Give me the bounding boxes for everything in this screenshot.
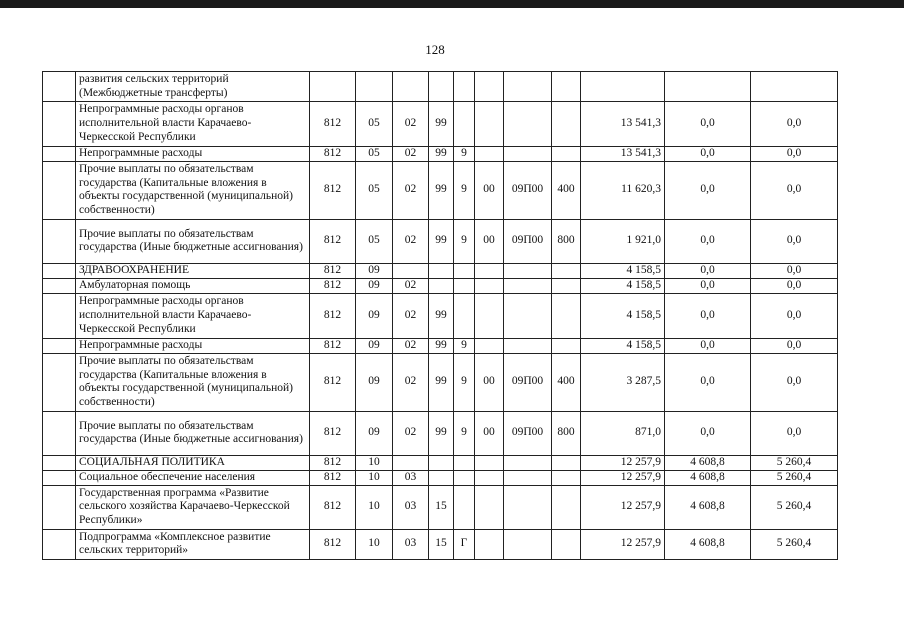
section-code-cell: 05 [356, 219, 393, 263]
row-name-cell: Социальное обеспечение населения [76, 470, 310, 485]
subsection-code-cell [393, 263, 429, 278]
program-code-cell: 99 [429, 353, 454, 411]
program-code-cell [429, 278, 454, 293]
ministry-code-cell [310, 72, 356, 102]
program-code-cell: 99 [429, 411, 454, 455]
subsection-code-cell: 02 [393, 353, 429, 411]
ministry-code-cell: 812 [310, 455, 356, 470]
amount-year3-cell: 0,0 [751, 293, 838, 338]
subprogram-code-cell: Г [454, 529, 475, 559]
amount-year2-cell: 0,0 [665, 263, 751, 278]
row-index-cell [43, 485, 76, 529]
amount-year3-cell: 0,0 [751, 147, 838, 162]
table-row [43, 72, 838, 102]
table-row [43, 485, 838, 529]
expense-type-cell [552, 529, 581, 559]
amount-year3-cell: 0,0 [751, 161, 838, 219]
direction-code-cell: 00 [475, 219, 504, 263]
section-code-cell: 10 [356, 485, 393, 529]
row-index-cell [43, 263, 76, 278]
program-code-cell: 99 [429, 293, 454, 338]
ministry-code-cell: 812 [310, 102, 356, 147]
amount-year1-cell: 12 257,9 [581, 485, 665, 529]
direction-code-cell [475, 485, 504, 529]
row-name-cell: Прочие выплаты по обязательствам государства (Иные бюджетные ассигнования) [76, 219, 310, 263]
table-row [43, 161, 838, 219]
page-number: 128 [425, 42, 445, 57]
amount-year3-cell: 5 260,4 [751, 485, 838, 529]
row-name-cell: Прочие выплаты по обязательствам государства (Иные бюджетные ассигнования) [76, 411, 310, 455]
amount-year3-cell: 0,0 [751, 411, 838, 455]
program-code-cell: 99 [429, 147, 454, 162]
expense-code-cell: 09П00 [504, 411, 552, 455]
subsection-code-cell: 02 [393, 161, 429, 219]
ministry-code-cell: 812 [310, 485, 356, 529]
expense-type-cell [552, 485, 581, 529]
row-index-cell [43, 219, 76, 263]
row-name-cell: Непрограммные расходы [76, 338, 310, 353]
direction-code-cell [475, 263, 504, 278]
amount-year1-cell: 4 158,5 [581, 263, 665, 278]
subsection-code-cell: 02 [393, 102, 429, 147]
row-index-cell [43, 338, 76, 353]
ministry-code-cell: 812 [310, 411, 356, 455]
direction-code-cell [475, 72, 504, 102]
amount-year3-cell: 0,0 [751, 102, 838, 147]
section-code-cell: 09 [356, 353, 393, 411]
subprogram-code-cell [454, 293, 475, 338]
subprogram-code-cell: 9 [454, 353, 475, 411]
expense-type-cell [552, 470, 581, 485]
row-index-cell [43, 411, 76, 455]
table-row [43, 219, 838, 263]
amount-year2-cell: 0,0 [665, 411, 751, 455]
table-row [43, 455, 838, 470]
row-index-cell [43, 529, 76, 559]
amount-year2-cell: 0,0 [665, 102, 751, 147]
section-code-cell: 09 [356, 263, 393, 278]
expense-code-cell [504, 338, 552, 353]
table-row [43, 278, 838, 293]
expense-type-cell [552, 102, 581, 147]
amount-year2-cell: 0,0 [665, 338, 751, 353]
subprogram-code-cell: 9 [454, 338, 475, 353]
expense-type-cell [552, 278, 581, 293]
amount-year1-cell: 12 257,9 [581, 470, 665, 485]
amount-year3-cell: 0,0 [751, 219, 838, 263]
row-name-cell: Подпрограмма «Комплексное развитие сельских территорий» [76, 529, 310, 559]
row-name-cell: Амбулаторная помощь [76, 278, 310, 293]
row-name-cell: СОЦИАЛЬНАЯ ПОЛИТИКА [76, 455, 310, 470]
expense-code-cell [504, 485, 552, 529]
amount-year3-cell: 5 260,4 [751, 470, 838, 485]
direction-code-cell [475, 147, 504, 162]
subprogram-code-cell [454, 278, 475, 293]
section-code-cell: 05 [356, 161, 393, 219]
subprogram-code-cell [454, 72, 475, 102]
expense-code-cell: 09П00 [504, 219, 552, 263]
table-row [43, 147, 838, 162]
direction-code-cell [475, 293, 504, 338]
program-code-cell [429, 470, 454, 485]
table-row [43, 102, 838, 147]
amount-year2-cell: 0,0 [665, 219, 751, 263]
subprogram-code-cell [454, 263, 475, 278]
program-code-cell [429, 72, 454, 102]
direction-code-cell: 00 [475, 353, 504, 411]
expense-code-cell [504, 72, 552, 102]
expense-code-cell [504, 147, 552, 162]
subprogram-code-cell: 9 [454, 219, 475, 263]
ministry-code-cell: 812 [310, 353, 356, 411]
table-row [43, 470, 838, 485]
row-name-cell: ЗДРАВООХРАНЕНИЕ [76, 263, 310, 278]
row-index-cell [43, 455, 76, 470]
row-name-cell: Прочие выплаты по обязательствам государства (Капитальные вложения в объекты государственной (муниципальной) собственности) [76, 161, 310, 219]
amount-year1-cell: 4 158,5 [581, 338, 665, 353]
subsection-code-cell: 02 [393, 147, 429, 162]
subsection-code-cell: 02 [393, 219, 429, 263]
table-row [43, 529, 838, 559]
table-row [43, 353, 838, 411]
row-index-cell [43, 161, 76, 219]
expense-code-cell [504, 529, 552, 559]
amount-year2-cell: 0,0 [665, 147, 751, 162]
direction-code-cell [475, 455, 504, 470]
subsection-code-cell [393, 72, 429, 102]
subsection-code-cell: 02 [393, 411, 429, 455]
subprogram-code-cell [454, 470, 475, 485]
program-code-cell: 99 [429, 338, 454, 353]
expense-type-cell [552, 72, 581, 102]
program-code-cell: 15 [429, 485, 454, 529]
direction-code-cell [475, 338, 504, 353]
subsection-code-cell: 02 [393, 278, 429, 293]
row-name-cell: Непрограммные расходы органов исполнительной власти Карачаево-Черкесской Республики [76, 293, 310, 338]
amount-year2-cell: 0,0 [665, 293, 751, 338]
section-code-cell: 10 [356, 455, 393, 470]
scan-top-border [0, 0, 904, 8]
amount-year2-cell: 4 608,8 [665, 529, 751, 559]
row-index-cell [43, 147, 76, 162]
amount-year1-cell: 871,0 [581, 411, 665, 455]
table-row [43, 293, 838, 338]
amount-year1-cell: 3 287,5 [581, 353, 665, 411]
direction-code-cell: 00 [475, 411, 504, 455]
amount-year1-cell: 13 541,3 [581, 147, 665, 162]
expense-type-cell [552, 263, 581, 278]
ministry-code-cell: 812 [310, 278, 356, 293]
ministry-code-cell: 812 [310, 470, 356, 485]
row-name-cell: развития сельских территорий (Межбюджетные трансферты) [76, 72, 310, 102]
amount-year2-cell: 4 608,8 [665, 470, 751, 485]
table-row [43, 338, 838, 353]
row-name-cell: Непрограммные расходы органов исполнительной власти Карачаево-Черкесской Республики [76, 102, 310, 147]
table-row [43, 263, 838, 278]
expense-code-cell [504, 470, 552, 485]
expense-code-cell [504, 263, 552, 278]
expense-code-cell: 09П00 [504, 353, 552, 411]
subsection-code-cell: 03 [393, 485, 429, 529]
program-code-cell: 99 [429, 102, 454, 147]
section-code-cell: 09 [356, 278, 393, 293]
amount-year2-cell: 4 608,8 [665, 485, 751, 529]
amount-year1-cell: 12 257,9 [581, 529, 665, 559]
expense-code-cell [504, 293, 552, 338]
subprogram-code-cell [454, 485, 475, 529]
amount-year1-cell: 12 257,9 [581, 455, 665, 470]
section-code-cell: 05 [356, 147, 393, 162]
direction-code-cell [475, 529, 504, 559]
ministry-code-cell: 812 [310, 293, 356, 338]
expense-type-cell [552, 338, 581, 353]
amount-year3-cell: 0,0 [751, 278, 838, 293]
subprogram-code-cell [454, 102, 475, 147]
amount-year1-cell [581, 72, 665, 102]
direction-code-cell [475, 278, 504, 293]
subsection-code-cell: 03 [393, 470, 429, 485]
direction-code-cell: 00 [475, 161, 504, 219]
amount-year2-cell: 4 608,8 [665, 455, 751, 470]
amount-year3-cell: 0,0 [751, 353, 838, 411]
subprogram-code-cell: 9 [454, 147, 475, 162]
expense-type-cell: 800 [552, 219, 581, 263]
section-code-cell: 05 [356, 102, 393, 147]
amount-year1-cell: 11 620,3 [581, 161, 665, 219]
expense-type-cell [552, 147, 581, 162]
amount-year1-cell: 4 158,5 [581, 278, 665, 293]
amount-year2-cell: 0,0 [665, 278, 751, 293]
row-name-cell: Непрограммные расходы [76, 147, 310, 162]
amount-year2-cell: 0,0 [665, 353, 751, 411]
ministry-code-cell: 812 [310, 263, 356, 278]
program-code-cell [429, 263, 454, 278]
section-code-cell: 09 [356, 293, 393, 338]
program-code-cell: 99 [429, 219, 454, 263]
subsection-code-cell [393, 455, 429, 470]
ministry-code-cell: 812 [310, 529, 356, 559]
budget-table [42, 71, 838, 560]
row-index-cell [43, 470, 76, 485]
subprogram-code-cell [454, 455, 475, 470]
expense-type-cell: 400 [552, 353, 581, 411]
row-index-cell [43, 278, 76, 293]
amount-year1-cell: 1 921,0 [581, 219, 665, 263]
ministry-code-cell: 812 [310, 161, 356, 219]
expense-code-cell: 09П00 [504, 161, 552, 219]
row-index-cell [43, 72, 76, 102]
section-code-cell: 10 [356, 470, 393, 485]
subprogram-code-cell: 9 [454, 161, 475, 219]
expense-code-cell [504, 102, 552, 147]
program-code-cell [429, 455, 454, 470]
program-code-cell: 99 [429, 161, 454, 219]
section-code-cell [356, 72, 393, 102]
section-code-cell: 09 [356, 411, 393, 455]
row-index-cell [43, 353, 76, 411]
row-index-cell [43, 293, 76, 338]
amount-year2-cell: 0,0 [665, 161, 751, 219]
section-code-cell: 10 [356, 529, 393, 559]
amount-year2-cell [665, 72, 751, 102]
table-row [43, 411, 838, 455]
expense-type-cell: 400 [552, 161, 581, 219]
row-index-cell [43, 102, 76, 147]
amount-year1-cell: 13 541,3 [581, 102, 665, 147]
expense-type-cell [552, 293, 581, 338]
amount-year3-cell [751, 72, 838, 102]
expense-type-cell: 800 [552, 411, 581, 455]
expense-code-cell [504, 455, 552, 470]
amount-year1-cell: 4 158,5 [581, 293, 665, 338]
ministry-code-cell: 812 [310, 147, 356, 162]
direction-code-cell [475, 102, 504, 147]
subprogram-code-cell: 9 [454, 411, 475, 455]
ministry-code-cell: 812 [310, 338, 356, 353]
subsection-code-cell: 03 [393, 529, 429, 559]
expense-type-cell [552, 455, 581, 470]
direction-code-cell [475, 470, 504, 485]
expense-code-cell [504, 278, 552, 293]
section-code-cell: 09 [356, 338, 393, 353]
amount-year3-cell: 5 260,4 [751, 455, 838, 470]
program-code-cell: 15 [429, 529, 454, 559]
subsection-code-cell: 02 [393, 293, 429, 338]
amount-year3-cell: 0,0 [751, 263, 838, 278]
row-name-cell: Прочие выплаты по обязательствам государства (Капитальные вложения в объекты государственной (муниципальной) собственности) [76, 353, 310, 411]
amount-year3-cell: 5 260,4 [751, 529, 838, 559]
row-name-cell: Государственная программа «Развитие сельского хозяйства Карачаево-Черкесской Республики» [76, 485, 310, 529]
amount-year3-cell: 0,0 [751, 338, 838, 353]
ministry-code-cell: 812 [310, 219, 356, 263]
subsection-code-cell: 02 [393, 338, 429, 353]
